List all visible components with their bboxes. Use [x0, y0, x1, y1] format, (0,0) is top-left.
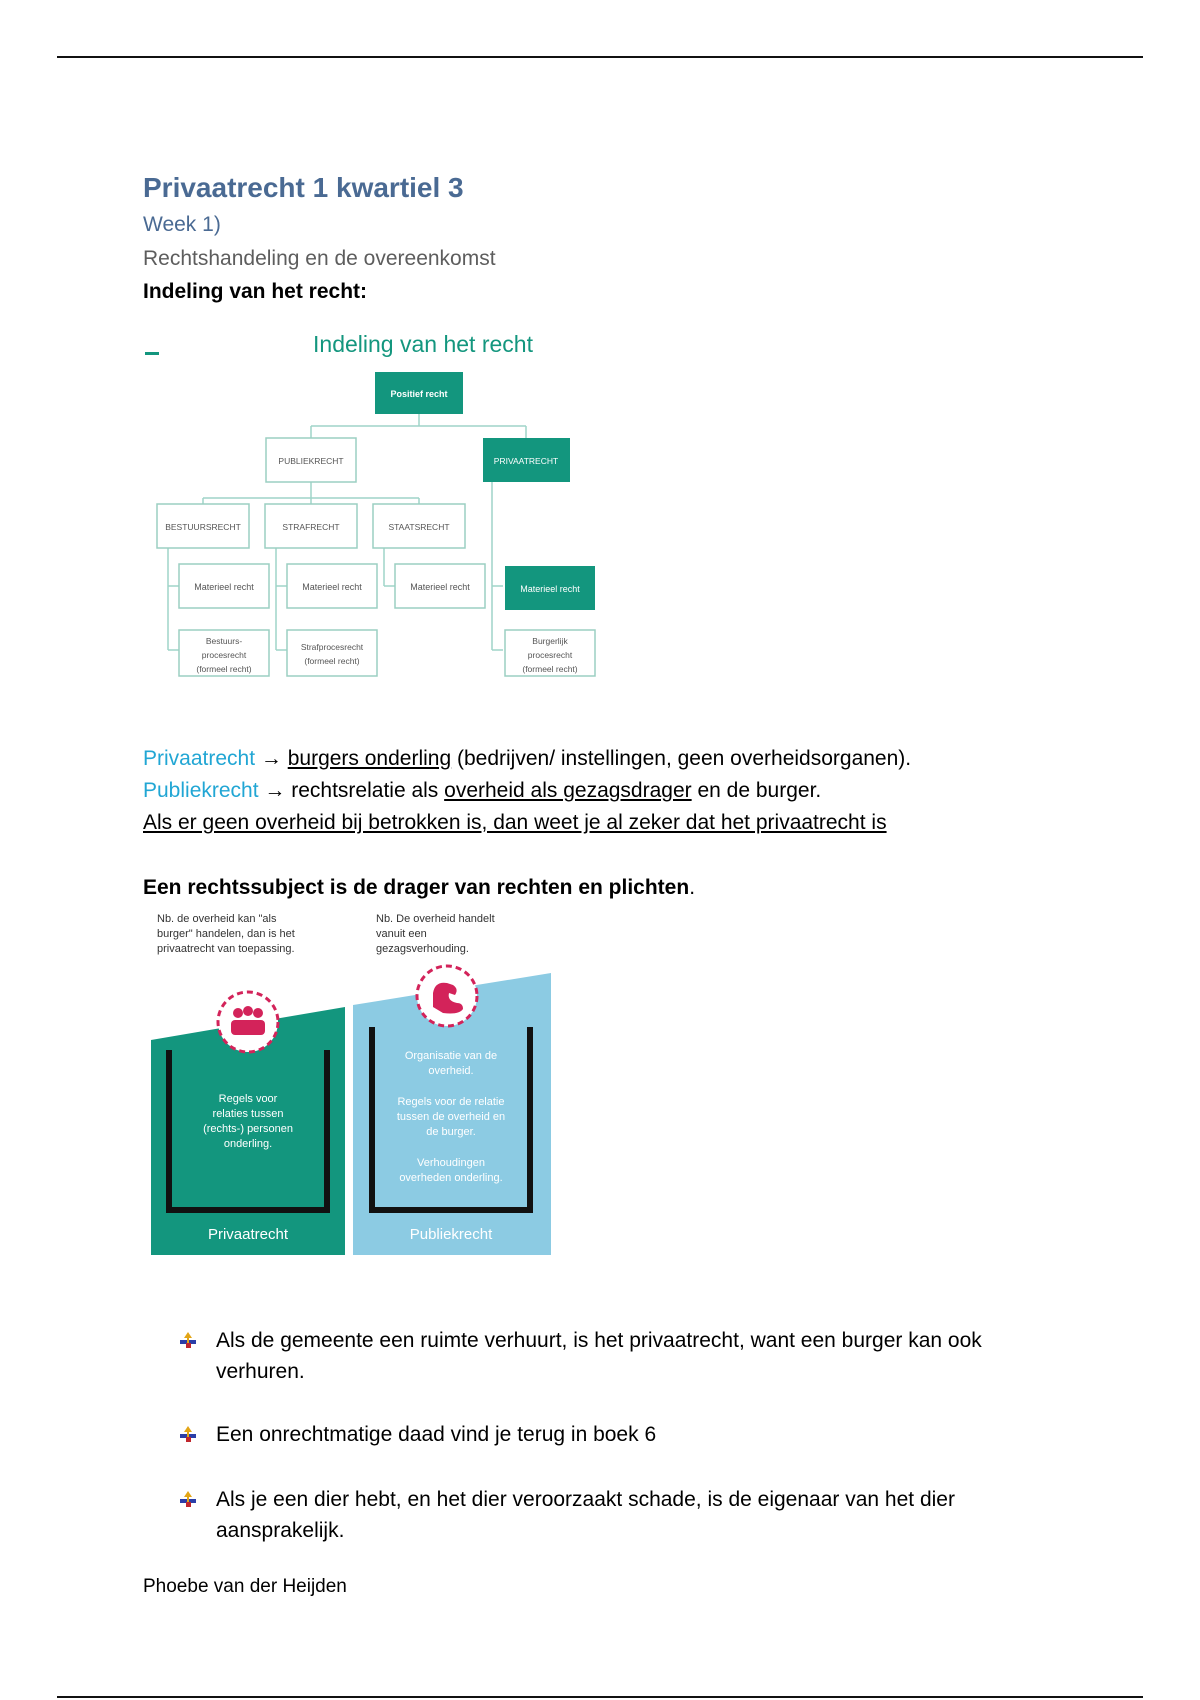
paragraph-geen-overheid: Als er geen overheid bij betrokken is, dan weet je al zeker dat het privaatrecht is — [143, 811, 887, 834]
publiekrecht-rest: en de burger. — [691, 779, 822, 802]
materieel-label-privaat: Materieel recht — [520, 584, 580, 594]
publiek-text-2-line-2: tussen de overheid en — [396, 1111, 506, 1123]
publiek-text-2-line-3: de burger. — [426, 1126, 476, 1138]
privaatrecht-panel-label: Privaatrecht — [207, 1226, 289, 1243]
bullet-icon — [178, 1424, 198, 1444]
bestuursrecht-label: BESTUURSRECHT — [165, 522, 241, 532]
list-item — [178, 1484, 1048, 1546]
note-right-line-2: vanuit een — [376, 928, 427, 940]
strafprocesrecht-box — [287, 630, 377, 676]
burgerlijk-procesrecht-line-3: (formeel recht) — [522, 664, 578, 674]
strength-arm-icon — [417, 966, 477, 1026]
burgerlijk-procesrecht-line-2: procesrecht — [527, 650, 573, 660]
bestuursprocesrecht-line-3: (formeel recht) — [196, 664, 252, 674]
arrow-icon: → — [255, 747, 288, 770]
list-item — [178, 1419, 1048, 1450]
bestuursprocesrecht-line-1: Bestuurs- — [205, 636, 243, 646]
diagram-title: Indeling van het recht — [313, 331, 533, 357]
footer-author: Phoebe van der Heijden — [143, 1576, 347, 1597]
paragraph-publiekrecht — [143, 775, 821, 807]
burgerlijk-procesrecht-line-1: Burgerlijk — [532, 636, 568, 646]
privaat-text-line-3: (rechts-) personen — [203, 1123, 293, 1135]
privaat-text-line-1: Regels voor — [218, 1093, 278, 1105]
publiek-text-1-line-2: overheid. — [428, 1065, 474, 1077]
list-item — [178, 1325, 1048, 1387]
publiek-label: PUBLIEKRECHT — [278, 456, 344, 466]
page-title: Privaatrecht 1 kwartiel 3 — [143, 172, 464, 203]
topic-heading: Rechtshandeling en de overeenkomst — [143, 247, 496, 270]
top-rule — [57, 56, 1143, 58]
publiek-text-3-line-2: overheden onderling. — [399, 1172, 503, 1184]
root-label: Positief recht — [390, 389, 448, 399]
publiekrecht-term: Publiekrecht — [143, 779, 259, 802]
arrow-icon: → — [258, 779, 292, 802]
materieel-label-staats: Materieel recht — [410, 582, 470, 592]
publiekrecht-panel-label: Publiekrecht — [409, 1226, 493, 1243]
bullet-text: Als de gemeente een ruimte verhuurt, is het privaatrecht, want een burger kan ook verhuren. — [216, 1329, 982, 1383]
privaat-publiek-diagram — [143, 905, 563, 1260]
rechtssubject-end: . — [689, 876, 696, 899]
note-left-line-2: burger" handelen, dan is het — [157, 928, 295, 940]
strafprocesrecht-line-2: (formeel recht) — [304, 656, 360, 666]
publiek-text-2-line-1: Regels voor de relatie — [397, 1096, 505, 1108]
people-icon — [218, 992, 278, 1052]
rechtssubject-bold: Een rechtssubject is de drager van rechten en plichten — [143, 876, 690, 899]
strafprocesrecht-line-1: Strafprocesrecht — [300, 642, 364, 652]
strafrecht-label: STRAFRECHT — [282, 522, 340, 532]
note-right-line-3: gezagsverhouding. — [376, 943, 469, 955]
bullet-icon — [178, 1489, 198, 1509]
document-header — [143, 168, 1043, 308]
law-classification-diagram — [143, 330, 613, 680]
publiekrecht-mid: rechtsrelatie als — [291, 779, 445, 802]
privaat-text-line-4: onderling. — [223, 1138, 273, 1150]
staatsrecht-label: STAATSRECHT — [388, 522, 450, 532]
privaatrecht-term: Privaatrecht — [143, 747, 256, 770]
materieel-label-bestuur: Materieel recht — [194, 582, 254, 592]
privaatrecht-underlined: burgers onderling — [287, 747, 452, 770]
materieel-label-straf: Materieel recht — [302, 582, 362, 592]
publiek-text-1-line-1: Organisatie van de — [404, 1050, 498, 1062]
publiek-text-3-line-1: Verhoudingen — [417, 1157, 485, 1169]
note-left-line-1: Nb. de overheid kan "als — [157, 913, 277, 925]
bullet-icon — [178, 1330, 198, 1350]
privaatrecht-rest: (bedrijven/ instellingen, geen overheidsorganen). — [451, 747, 912, 770]
bottom-rule — [57, 1696, 1143, 1698]
accent-dash — [145, 352, 159, 355]
note-left-line-3: privaatrecht van toepassing. — [157, 943, 295, 955]
bullet-text: Een onrechtmatige daad vind je terug in boek 6 — [216, 1423, 657, 1446]
bullet-text: Als je een dier hebt, en het dier veroorzaakt schade, is de eigenaar van het dier aansprakelijk. — [216, 1488, 955, 1542]
paragraph-rechtssubject — [143, 872, 695, 904]
bestuursprocesrecht-line-2: procesrecht — [201, 650, 247, 660]
privaat-label: PRIVAATRECHT — [493, 456, 559, 466]
publiekrecht-underlined: overheid als gezagsdrager — [444, 779, 692, 802]
privaat-text-line-2: relaties tussen — [212, 1108, 284, 1120]
section-heading: Indeling van het recht: — [143, 280, 368, 303]
week-heading: Week 1) — [143, 213, 221, 236]
paragraph-privaatrecht — [143, 743, 911, 775]
note-right-line-1: Nb. De overheid handelt — [376, 913, 495, 925]
